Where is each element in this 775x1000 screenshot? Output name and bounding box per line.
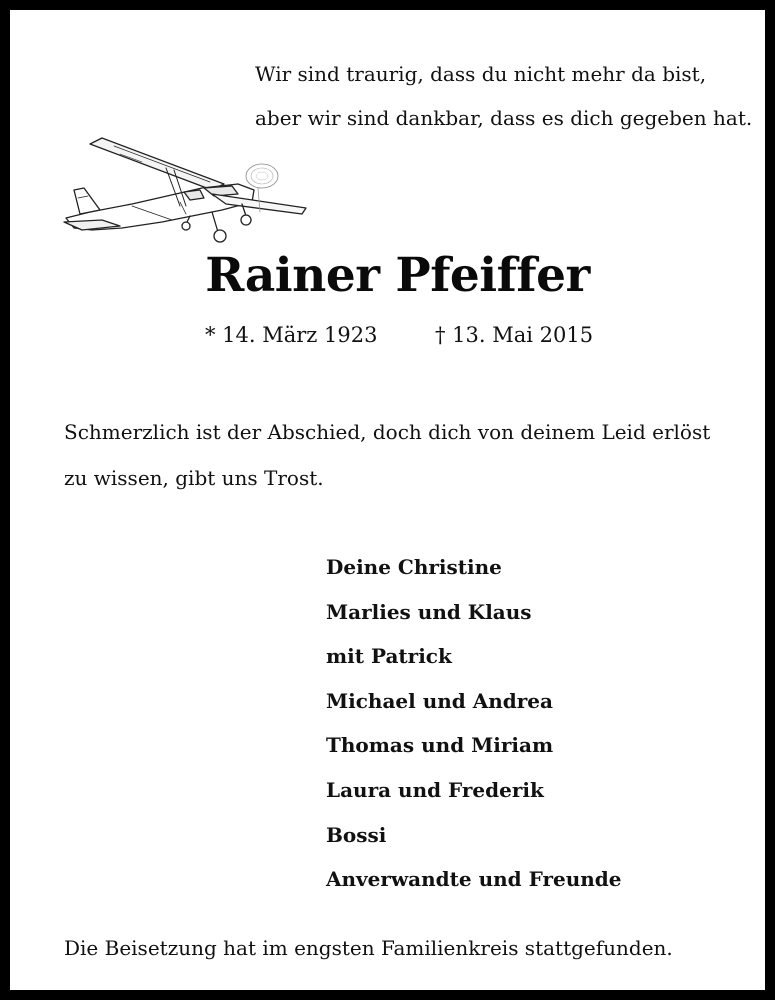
death-date: † 13. Mai 2015 bbox=[435, 323, 594, 347]
list-item: mit Patrick bbox=[326, 644, 452, 669]
burial-note: Die Beisetzung hat im engsten Familienkreis stattgefunden. bbox=[64, 936, 673, 960]
mourners-list bbox=[326, 545, 622, 902]
list-item: Thomas und Miriam bbox=[326, 733, 554, 758]
list-item: Laura und Frederik bbox=[326, 777, 544, 802]
quote-line-1: Wir sind traurig, dass du nicht mehr da bist, bbox=[255, 62, 707, 86]
list-item: Deine Christine bbox=[326, 555, 502, 579]
deceased-name: Rainer Pfeiffer bbox=[205, 248, 590, 303]
list-item: Marlies und Klaus bbox=[326, 599, 532, 624]
quote bbox=[255, 52, 755, 140]
list-item: Bossi bbox=[326, 822, 387, 847]
birth-date: * 14. März 1923 bbox=[205, 323, 378, 347]
quote-line-2: aber wir sind dankbar, dass es dich gegeben hat. bbox=[255, 106, 753, 130]
list-item: Anverwandte und Freunde bbox=[326, 867, 622, 892]
list-item: Michael und Andrea bbox=[326, 688, 553, 713]
airplane-icon bbox=[62, 132, 312, 250]
condolence-message: Schmerzlich ist der Abschied, doch dich von deinem Leid erlöst zu wissen, gibt uns Trost. bbox=[64, 420, 711, 490]
